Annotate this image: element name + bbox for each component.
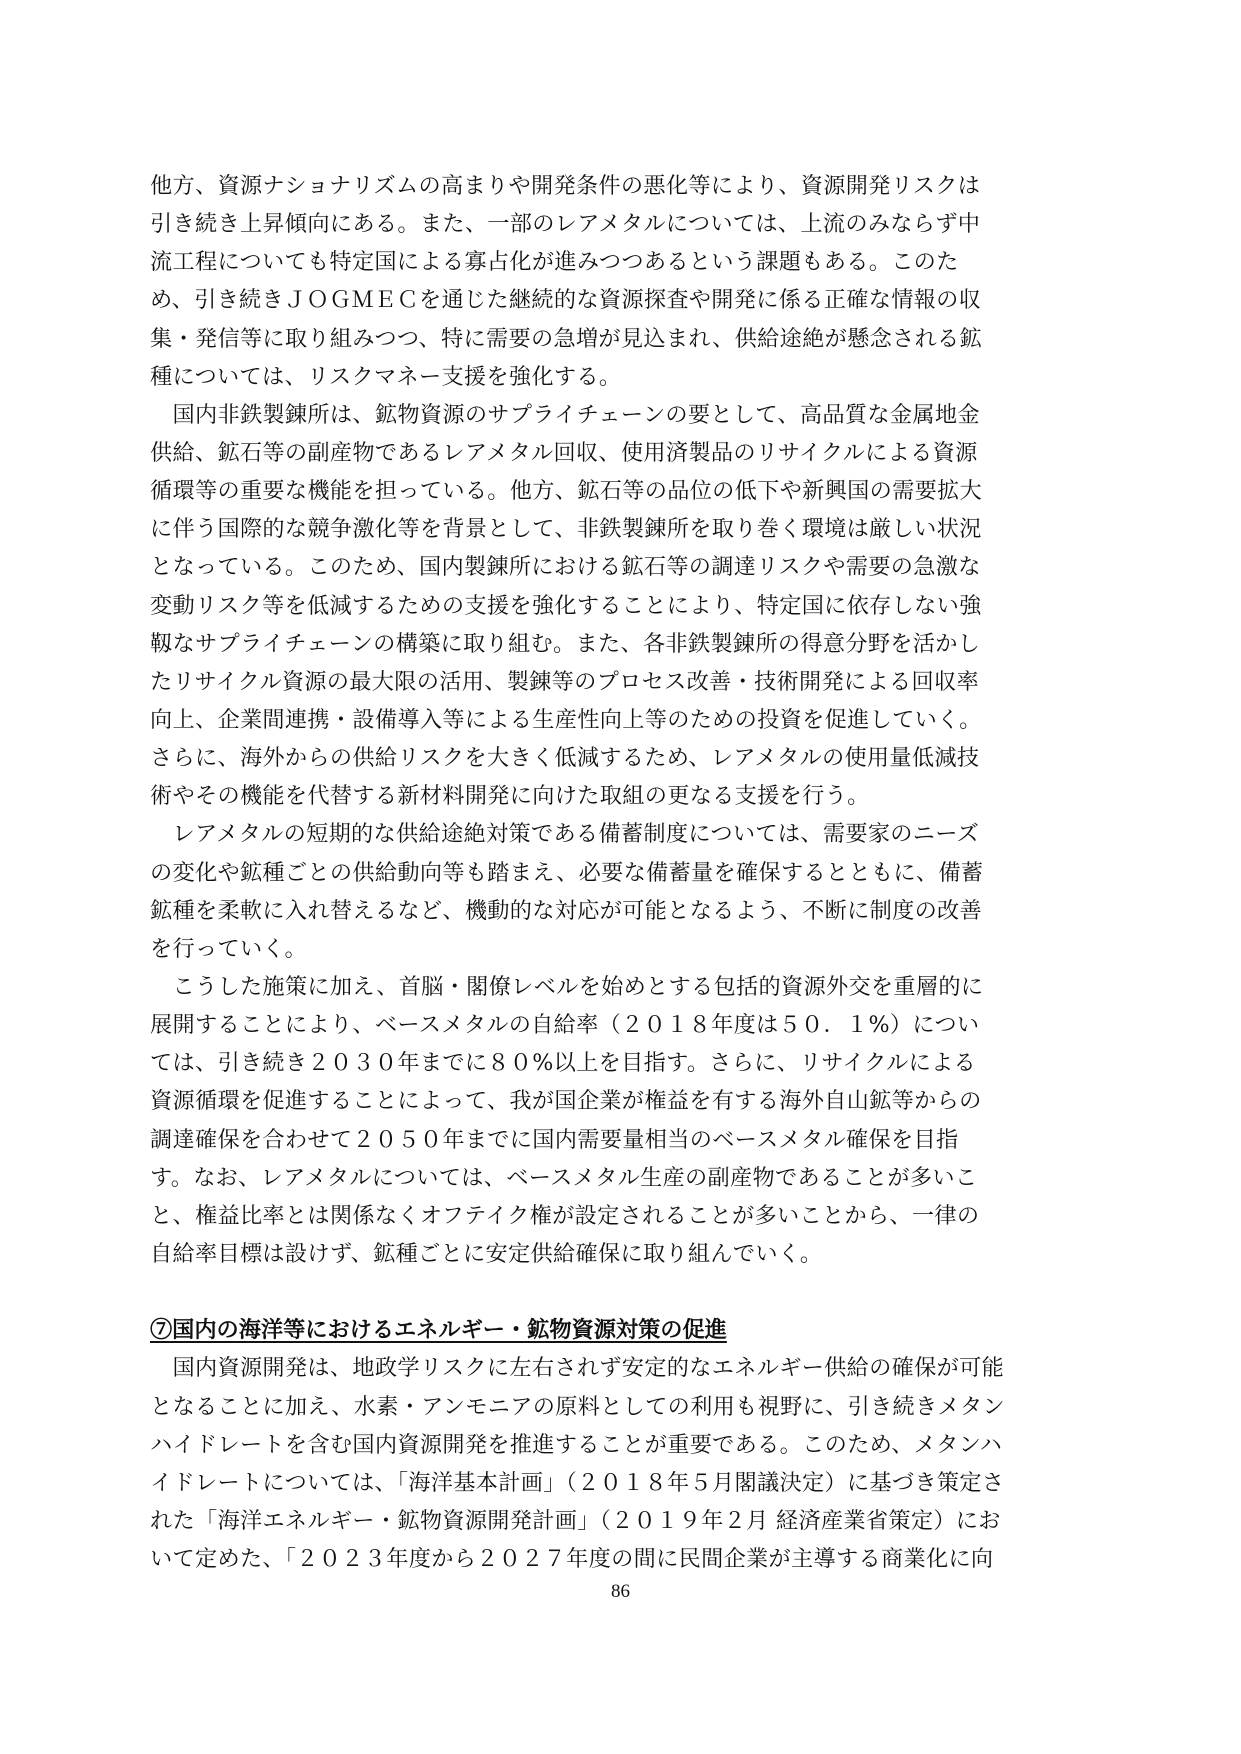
paragraph-self-sufficiency (150, 968, 1095, 1273)
text-line: に伴う国際的な競争激化等を背景として、非鉄製錬所を取り巻く環境は厳しい状況 (150, 516, 982, 543)
text-line: 調達確保を合わせて２０５０年までに国内需要量相当のベースメタル確保を目指 (150, 1126, 959, 1153)
text-line: こうした施策に加え、首脳・閣僚レベルを始めとする包括的資源外交を重層的に (150, 973, 984, 1000)
text-line: 供給、鉱石等の副産物であるレアメタル回収、使用済製品のリサイクルによる資源 (150, 439, 978, 466)
paragraph-smelters (150, 396, 1095, 816)
text-line: 自給率目標は設けず、鉱種ごとに安定供給確保に取り組んでいく。 (150, 1240, 823, 1267)
text-line: の変化や鉱種ごとの供給動向等も踏まえ、必要な備蓄量を確保するとともに、備蓄 (150, 859, 984, 886)
text-line: 種については、リスクマネー支援を強化する。 (150, 363, 622, 390)
text-line: 靱なサプライチェーンの構築に取り組む。また、各非鉄製錬所の得意分野を活かし (150, 630, 981, 657)
text-line: め、引き続きＪＯＧＭＥＣを通じた継続的な資源探査や開発に係る正確な情報の収 (150, 287, 982, 314)
text-line: 展開することにより、ベースメタルの自給率（２０１８年度は５０．１%）につい (150, 1012, 980, 1039)
text-line: 引き続き上昇傾向にある。また、一部のレアメタルについては、上流のみならず中 (150, 211, 981, 238)
text-line: 他方、資源ナショナリズムの高まりや開発条件の悪化等により、資源開発リスクは (150, 173, 981, 199)
text-line: たリサイクル資源の最大限の活用、製錬等のプロセス改善・技術開発による回収率 (150, 668, 979, 695)
text-line: イドレートについては、「海洋基本計画」（２０１８年５月閣議決定）に基づき策定さ (150, 1469, 1005, 1496)
page-number: 86 (611, 1581, 630, 1602)
text-line: 資源循環を促進することによって、我が国企業が権益を有する海外自山鉱等からの (150, 1088, 982, 1115)
text-line: となっている。このため、国内製錬所における鉱石等の調達リスクや需要の急激な (150, 554, 981, 581)
text-line: 循環等の重要な機能を担っている。他方、鉱石等の品位の低下や新興国の需要拡大 (150, 478, 983, 505)
text-line: となることに加え、水素・アンモニアの原料としての利用も視野に、引き続きメタン (150, 1393, 1005, 1420)
text-line: レアメタルの短期的な供給途絶対策である備蓄制度については、需要家のニーズ (150, 821, 980, 848)
section-heading-text: ⑦国内の海洋等におけるエネルギー・鉱物資源対策の促進 (150, 1317, 727, 1344)
text-line: を行っていく。 (150, 935, 307, 962)
paragraph-stockpile (150, 815, 1095, 968)
text-line: ては、引き続き２０３０年までに８０%以上を目指す。さらに、リサイクルによる (150, 1050, 977, 1077)
text-line: 鉱種を柔軟に入れ替えるなど、機動的な対応が可能となるよう、不断に制度の改善 (150, 897, 983, 924)
text-line: さらに、海外からの供給リスクを大きく低減するため、レアメタルの使用量低減技 (150, 745, 980, 772)
text-line: いて定めた、「２０２３年度から２０２７年度の間に民間企業が主導する商業化に向 (150, 1546, 994, 1573)
text-line: ハイドレートを含む国内資源開発を推進することが重要である。このため、メタンハ (150, 1431, 1003, 1458)
text-line: 向上、企業間連携・設備導入等による生産性向上等のための投資を促進していく。 (150, 706, 982, 733)
text-line: 国内非鉄製錬所は、鉱物資源のサプライチェーンの要として、高品質な金属地金 (150, 401, 980, 428)
body-text (150, 167, 1095, 1578)
text-line: 流工程についても特定国による寡占化が進みつつあるという課題もある。このた (150, 249, 959, 276)
text-line: 術やその機能を代替する新材料開発に向けた取組の更なる支援を行う。 (150, 783, 870, 810)
text-line: 変動リスク等を低減するための支援を強化することにより、特定国に依存しない強 (150, 592, 982, 619)
text-line: れた「海洋エネルギー・鉱物資源開発計画」（２０１９年２月 経済産業省策定）にお (150, 1507, 1001, 1534)
section-heading (150, 1311, 1095, 1349)
text-line: と、権益比率とは関係なくオフテイク権が設定されることが多いことから、一律の (150, 1202, 980, 1229)
text-line: 国内資源開発は、地政学リスクに左右されず安定的なエネルギー供給の確保が可能 (150, 1355, 1005, 1382)
text-line: す。なお、レアメタルについては、ベースメタル生産の副産物であることが多いこ (150, 1164, 978, 1191)
spacer (150, 1273, 1095, 1311)
paragraph-resource-risk (150, 167, 1095, 396)
paragraph-domestic-resources (150, 1349, 1095, 1578)
text-line: 集・発信等に取り組みつつ、特に需要の急増が見込まれ、供給途絶が懸念される鉱 (150, 325, 983, 352)
